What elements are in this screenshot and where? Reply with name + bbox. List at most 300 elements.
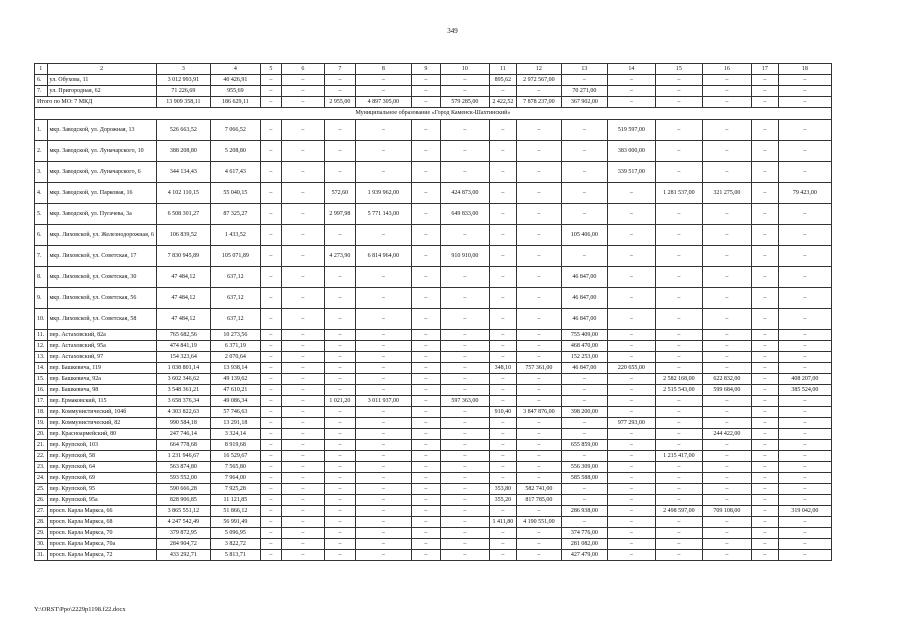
table-cell: – bbox=[778, 162, 831, 183]
table-cell: – bbox=[489, 267, 516, 288]
address-cell: пер. Ермаковский, 115 bbox=[47, 396, 156, 407]
table-cell: 990 584,18 bbox=[156, 418, 210, 429]
table-cell: – bbox=[489, 246, 516, 267]
table-row bbox=[35, 484, 832, 495]
table-cell: – bbox=[607, 550, 655, 561]
table-cell: 1 021,20 bbox=[324, 396, 355, 407]
table-cell: 526 663,52 bbox=[156, 120, 210, 141]
table-cell: 46 847,00 bbox=[561, 288, 607, 309]
table-row bbox=[35, 86, 832, 97]
table-cell: 709 108,00 bbox=[702, 506, 751, 517]
table-cell: – bbox=[411, 363, 440, 374]
table-cell: – bbox=[607, 539, 655, 550]
row-number-cell: 27. bbox=[35, 506, 48, 517]
table-cell: – bbox=[751, 506, 778, 517]
table-cell: – bbox=[281, 267, 324, 288]
table-cell: – bbox=[324, 473, 355, 484]
table-row bbox=[35, 141, 832, 162]
table-cell: – bbox=[489, 162, 516, 183]
address-cell: мкр. Лиховской, ул. Советская, 30 bbox=[47, 267, 156, 288]
table-cell: 7 830 945,89 bbox=[156, 246, 210, 267]
table-cell: – bbox=[607, 407, 655, 418]
table-cell: – bbox=[260, 341, 281, 352]
table-cell: 2 498 597,00 bbox=[655, 506, 702, 517]
table-cell: – bbox=[355, 75, 411, 86]
table-cell: 286 938,00 bbox=[561, 506, 607, 517]
table-cell: – bbox=[260, 309, 281, 330]
table-cell: 11 121,85 bbox=[210, 495, 260, 506]
table-cell: – bbox=[516, 473, 561, 484]
table-cell: – bbox=[440, 309, 489, 330]
table-cell: – bbox=[751, 97, 778, 108]
column-number-cell: 7 bbox=[324, 64, 355, 75]
table-cell: – bbox=[607, 473, 655, 484]
table-cell: 1 433,52 bbox=[210, 225, 260, 246]
table-cell: – bbox=[778, 484, 831, 495]
table-body bbox=[35, 64, 832, 561]
table-row bbox=[35, 309, 832, 330]
table-cell: – bbox=[411, 462, 440, 473]
table-cell: – bbox=[355, 495, 411, 506]
table-cell: – bbox=[561, 374, 607, 385]
table-cell: – bbox=[355, 267, 411, 288]
table-cell: – bbox=[489, 528, 516, 539]
table-cell: – bbox=[778, 539, 831, 550]
table-cell: – bbox=[516, 141, 561, 162]
table-cell: – bbox=[355, 506, 411, 517]
row-number-cell: 31. bbox=[35, 550, 48, 561]
table-cell: – bbox=[489, 385, 516, 396]
table-cell: 79 423,00 bbox=[778, 183, 831, 204]
table-cell: – bbox=[778, 473, 831, 484]
column-number-cell: 17 bbox=[751, 64, 778, 75]
table-cell: – bbox=[489, 506, 516, 517]
column-number-cell: 13 bbox=[561, 64, 607, 75]
table-cell: – bbox=[411, 484, 440, 495]
table-cell: – bbox=[411, 162, 440, 183]
table-cell: – bbox=[355, 407, 411, 418]
table-cell: 1 281 537,00 bbox=[655, 183, 702, 204]
column-number-cell: 16 bbox=[702, 64, 751, 75]
table-cell: 593 552,00 bbox=[156, 473, 210, 484]
address-cell: пер. Астаховский, 95а bbox=[47, 341, 156, 352]
table-cell: – bbox=[324, 363, 355, 374]
table-cell: – bbox=[411, 120, 440, 141]
table-cell: – bbox=[281, 120, 324, 141]
table-cell: 1 038 801,14 bbox=[156, 363, 210, 374]
table-cell: – bbox=[324, 162, 355, 183]
table-cell: 388 208,80 bbox=[156, 141, 210, 162]
address-cell: пер. Крупской, 95 bbox=[47, 484, 156, 495]
table-cell: – bbox=[751, 120, 778, 141]
table-cell: – bbox=[260, 363, 281, 374]
table-cell: – bbox=[751, 341, 778, 352]
table-row bbox=[35, 75, 832, 86]
table-cell: – bbox=[702, 288, 751, 309]
column-number-cell: 14 bbox=[607, 64, 655, 75]
table-cell: – bbox=[440, 352, 489, 363]
table-cell: – bbox=[702, 418, 751, 429]
table-cell: – bbox=[260, 97, 281, 108]
table-cell: 2 997,98 bbox=[324, 204, 355, 225]
table-cell: – bbox=[655, 330, 702, 341]
table-cell: 51 866,12 bbox=[210, 506, 260, 517]
table-cell: 367 902,00 bbox=[561, 97, 607, 108]
table-cell: – bbox=[561, 385, 607, 396]
address-cell: мкр. Заводской, ул. Луначарского, 6 bbox=[47, 162, 156, 183]
table-cell: – bbox=[561, 396, 607, 407]
table-cell: – bbox=[355, 352, 411, 363]
table-cell: 4 190 551,00 bbox=[516, 517, 561, 528]
table-cell: – bbox=[561, 120, 607, 141]
table-row bbox=[35, 363, 832, 374]
table-row bbox=[35, 97, 832, 108]
table-cell: 582 741,00 bbox=[516, 484, 561, 495]
table-cell: – bbox=[260, 517, 281, 528]
table-cell: – bbox=[324, 462, 355, 473]
column-number-cell: 3 bbox=[156, 64, 210, 75]
table-cell: – bbox=[751, 162, 778, 183]
table-cell: – bbox=[607, 97, 655, 108]
table-cell: – bbox=[751, 396, 778, 407]
table-cell: 152 253,00 bbox=[561, 352, 607, 363]
table-cell: – bbox=[516, 162, 561, 183]
table-cell: 3 822,72 bbox=[210, 539, 260, 550]
table-row bbox=[35, 396, 832, 407]
table-cell: – bbox=[561, 162, 607, 183]
table-cell: 49 086,34 bbox=[210, 396, 260, 407]
table-cell: 910 910,00 bbox=[440, 246, 489, 267]
table-cell: – bbox=[607, 204, 655, 225]
table-cell: – bbox=[440, 288, 489, 309]
row-number-cell: 6. bbox=[35, 75, 48, 86]
table-cell: 519 597,00 bbox=[607, 120, 655, 141]
table-cell: – bbox=[607, 517, 655, 528]
table-cell: 247 746,14 bbox=[156, 429, 210, 440]
table-cell: – bbox=[561, 495, 607, 506]
table-cell: 398 200,00 bbox=[561, 407, 607, 418]
table-cell: – bbox=[260, 330, 281, 341]
table-cell: – bbox=[281, 495, 324, 506]
table-cell: – bbox=[607, 309, 655, 330]
table-cell: 339 517,00 bbox=[607, 162, 655, 183]
table-cell: – bbox=[655, 418, 702, 429]
table-cell: – bbox=[702, 440, 751, 451]
table-cell: – bbox=[702, 341, 751, 352]
table-cell: – bbox=[516, 462, 561, 473]
table-cell: – bbox=[411, 451, 440, 462]
table-cell: – bbox=[324, 86, 355, 97]
table-cell: 1 939 962,00 bbox=[355, 183, 411, 204]
row-number-cell: 12. bbox=[35, 341, 48, 352]
table-cell: 2 972 567,00 bbox=[516, 75, 561, 86]
table-cell: – bbox=[324, 440, 355, 451]
table-cell: – bbox=[751, 517, 778, 528]
table-row bbox=[35, 330, 832, 341]
table-cell: – bbox=[281, 183, 324, 204]
table-cell: – bbox=[355, 162, 411, 183]
table-cell: – bbox=[260, 86, 281, 97]
table-cell: 7 066,52 bbox=[210, 120, 260, 141]
table-cell: – bbox=[324, 120, 355, 141]
table-cell: – bbox=[516, 183, 561, 204]
table-cell: 910,40 bbox=[489, 407, 516, 418]
table-row bbox=[35, 183, 832, 204]
table-cell: – bbox=[516, 451, 561, 462]
address-cell: пер. Башкевича, 92а bbox=[47, 374, 156, 385]
table-cell: 49 139,62 bbox=[210, 374, 260, 385]
table-cell: – bbox=[607, 451, 655, 462]
table-cell: – bbox=[751, 495, 778, 506]
table-cell: – bbox=[324, 374, 355, 385]
table-cell: – bbox=[516, 396, 561, 407]
table-cell: – bbox=[751, 440, 778, 451]
row-number-cell: 22. bbox=[35, 451, 48, 462]
table-cell: – bbox=[440, 550, 489, 561]
row-number-cell: 16. bbox=[35, 385, 48, 396]
row-number-cell: 9. bbox=[35, 288, 48, 309]
table-row bbox=[35, 385, 832, 396]
table-cell: – bbox=[516, 550, 561, 561]
row-number-cell: 20. bbox=[35, 429, 48, 440]
table-cell: 3 865 551,12 bbox=[156, 506, 210, 517]
table-cell: – bbox=[281, 451, 324, 462]
table-cell: 468 470,00 bbox=[561, 341, 607, 352]
table-cell: – bbox=[489, 341, 516, 352]
table-cell: – bbox=[489, 204, 516, 225]
table-cell: – bbox=[411, 506, 440, 517]
table-cell: 637,12 bbox=[210, 288, 260, 309]
table-cell: – bbox=[655, 225, 702, 246]
table-cell: 3 602 346,62 bbox=[156, 374, 210, 385]
table-cell: – bbox=[411, 396, 440, 407]
table-cell: – bbox=[355, 141, 411, 162]
table-cell: 408 207,00 bbox=[778, 374, 831, 385]
table-cell: – bbox=[411, 267, 440, 288]
column-number-cell: 12 bbox=[516, 64, 561, 75]
table-cell: – bbox=[281, 440, 324, 451]
address-cell: ул. Пригородная, 62 bbox=[47, 86, 156, 97]
column-number-cell: 1 bbox=[35, 64, 48, 75]
table-cell: – bbox=[489, 440, 516, 451]
table-cell: – bbox=[607, 183, 655, 204]
table-cell: – bbox=[702, 517, 751, 528]
table-cell: – bbox=[655, 97, 702, 108]
table-cell: – bbox=[702, 539, 751, 550]
table-cell: – bbox=[751, 451, 778, 462]
table-cell: 556 309,00 bbox=[561, 462, 607, 473]
table-cell: – bbox=[516, 440, 561, 451]
row-number-cell: 8. bbox=[35, 267, 48, 288]
table-cell: – bbox=[355, 462, 411, 473]
table-cell: – bbox=[355, 341, 411, 352]
capital-repair-table bbox=[34, 63, 832, 561]
table-cell: – bbox=[516, 225, 561, 246]
table-cell: – bbox=[324, 550, 355, 561]
table-row bbox=[35, 418, 832, 429]
table-row bbox=[35, 162, 832, 183]
table-cell: – bbox=[411, 341, 440, 352]
table-cell: 7 565,80 bbox=[210, 462, 260, 473]
table-cell: – bbox=[324, 517, 355, 528]
table-cell: – bbox=[355, 440, 411, 451]
table-cell: – bbox=[655, 288, 702, 309]
table-cell: – bbox=[751, 418, 778, 429]
table-cell: 2 955,00 bbox=[324, 97, 355, 108]
table-cell: – bbox=[281, 225, 324, 246]
table-cell: – bbox=[411, 440, 440, 451]
table-cell: 355,20 bbox=[489, 495, 516, 506]
address-cell: пер. Крупской, 103 bbox=[47, 440, 156, 451]
table-cell: – bbox=[281, 204, 324, 225]
table-cell: 105 406,00 bbox=[561, 225, 607, 246]
table-row bbox=[35, 352, 832, 363]
table-cell: – bbox=[411, 429, 440, 440]
table-cell: – bbox=[260, 75, 281, 86]
table-cell: – bbox=[655, 440, 702, 451]
table-cell: – bbox=[355, 473, 411, 484]
table-cell: – bbox=[260, 451, 281, 462]
table-cell: – bbox=[260, 473, 281, 484]
table-cell: – bbox=[702, 396, 751, 407]
table-cell: 828 906,85 bbox=[156, 495, 210, 506]
table-cell: – bbox=[440, 141, 489, 162]
table-cell: 4 303 822,63 bbox=[156, 407, 210, 418]
table-cell: – bbox=[260, 267, 281, 288]
table-cell: – bbox=[281, 539, 324, 550]
table-cell: – bbox=[751, 309, 778, 330]
table-cell: – bbox=[561, 484, 607, 495]
table-cell: – bbox=[778, 86, 831, 97]
table-cell: – bbox=[411, 385, 440, 396]
table-row bbox=[35, 120, 832, 141]
table-cell: 3 012 993,91 bbox=[156, 75, 210, 86]
table-cell: – bbox=[281, 309, 324, 330]
table-cell: 755 409,00 bbox=[561, 330, 607, 341]
row-number-cell: 1. bbox=[35, 120, 48, 141]
table-cell: – bbox=[516, 86, 561, 97]
table-cell: 353,80 bbox=[489, 484, 516, 495]
table-cell: 57 746,63 bbox=[210, 407, 260, 418]
table-cell: – bbox=[411, 225, 440, 246]
table-cell: – bbox=[751, 462, 778, 473]
table-cell: 8 919,68 bbox=[210, 440, 260, 451]
table-cell: 637,12 bbox=[210, 309, 260, 330]
row-number-cell: 13. bbox=[35, 352, 48, 363]
section-row bbox=[35, 108, 832, 120]
table-cell: – bbox=[324, 418, 355, 429]
table-cell: – bbox=[440, 341, 489, 352]
table-cell: 379 872,95 bbox=[156, 528, 210, 539]
table-cell: – bbox=[440, 440, 489, 451]
table-cell: – bbox=[702, 204, 751, 225]
table-cell: – bbox=[778, 246, 831, 267]
address-cell: мкр. Лиховской, ул. Железнодорожная, 6 bbox=[47, 225, 156, 246]
table-cell: – bbox=[751, 246, 778, 267]
table-cell: – bbox=[411, 204, 440, 225]
table-cell: 597 363,00 bbox=[440, 396, 489, 407]
table-cell: – bbox=[260, 162, 281, 183]
table-cell: – bbox=[702, 225, 751, 246]
table-cell: – bbox=[751, 225, 778, 246]
table-cell: – bbox=[260, 407, 281, 418]
table-cell: – bbox=[440, 363, 489, 374]
table-cell: – bbox=[655, 204, 702, 225]
table-cell: 319 042,00 bbox=[778, 506, 831, 517]
table-cell: – bbox=[355, 539, 411, 550]
table-row bbox=[35, 451, 832, 462]
table-cell: 321 275,00 bbox=[702, 183, 751, 204]
table-cell: – bbox=[702, 484, 751, 495]
table-cell: – bbox=[489, 225, 516, 246]
address-cell: пер. Коммунистический, 104б bbox=[47, 407, 156, 418]
table-cell: 2 582 168,00 bbox=[655, 374, 702, 385]
table-cell: – bbox=[411, 86, 440, 97]
table-cell: 220 655,00 bbox=[607, 363, 655, 374]
address-cell: мкр. Лиховской, ул. Советская, 56 bbox=[47, 288, 156, 309]
table-cell: – bbox=[655, 550, 702, 561]
table-cell: 977 293,00 bbox=[607, 418, 655, 429]
table-cell: – bbox=[561, 429, 607, 440]
table-cell: 637,12 bbox=[210, 267, 260, 288]
table-cell: – bbox=[440, 539, 489, 550]
table-cell: 385 524,00 bbox=[778, 385, 831, 396]
table-cell: 13 291,18 bbox=[210, 418, 260, 429]
address-cell: просп. Карла Маркса, 72 bbox=[47, 550, 156, 561]
table-cell: – bbox=[655, 517, 702, 528]
table-cell: – bbox=[324, 75, 355, 86]
column-number-cell: 8 bbox=[355, 64, 411, 75]
table-cell: 284 904,72 bbox=[156, 539, 210, 550]
table-cell: – bbox=[440, 451, 489, 462]
table-cell: – bbox=[655, 141, 702, 162]
table-cell: 3 011 937,00 bbox=[355, 396, 411, 407]
table-cell: – bbox=[281, 517, 324, 528]
table-cell: – bbox=[655, 86, 702, 97]
table-cell: – bbox=[702, 267, 751, 288]
table-cell: – bbox=[778, 495, 831, 506]
table-cell: – bbox=[281, 407, 324, 418]
table-cell: – bbox=[516, 120, 561, 141]
table-row bbox=[35, 517, 832, 528]
row-number-cell: 6. bbox=[35, 225, 48, 246]
row-number-cell: 3. bbox=[35, 162, 48, 183]
total-label-cell: Итого по МО: 7 МКД bbox=[35, 97, 157, 108]
table-cell: – bbox=[561, 183, 607, 204]
table-cell: – bbox=[260, 246, 281, 267]
table-cell: – bbox=[751, 204, 778, 225]
table-cell: – bbox=[260, 374, 281, 385]
table-cell: – bbox=[324, 385, 355, 396]
table-cell: – bbox=[324, 341, 355, 352]
table-cell: – bbox=[324, 141, 355, 162]
table-cell: 344 134,43 bbox=[156, 162, 210, 183]
table-cell: – bbox=[440, 75, 489, 86]
footer-file-path: Y:\ORST\Ppo\2229p1198.f22.docx bbox=[34, 606, 126, 613]
row-number-cell: 10. bbox=[35, 309, 48, 330]
table-cell: 47 484,12 bbox=[156, 288, 210, 309]
table-cell: 5 096,95 bbox=[210, 528, 260, 539]
table-cell: – bbox=[655, 473, 702, 484]
table-cell: – bbox=[411, 495, 440, 506]
table-cell: 87 325,27 bbox=[210, 204, 260, 225]
table-cell: – bbox=[751, 363, 778, 374]
table-cell: – bbox=[260, 418, 281, 429]
table-row bbox=[35, 374, 832, 385]
table-cell: – bbox=[440, 330, 489, 341]
table-cell: – bbox=[489, 451, 516, 462]
table-cell: 649 833,00 bbox=[440, 204, 489, 225]
